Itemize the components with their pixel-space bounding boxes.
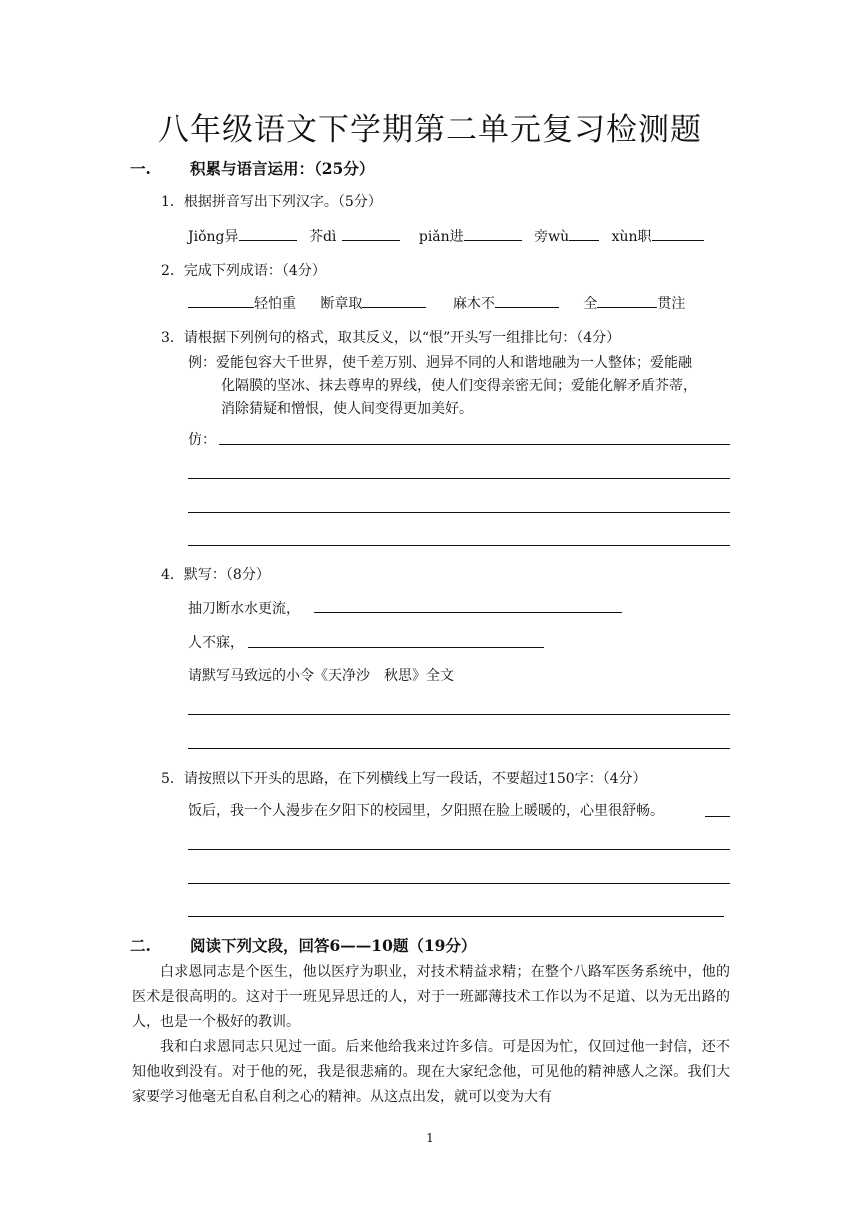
pinyin-item: xùn职 xyxy=(611,229,652,245)
answer-line[interactable] xyxy=(314,612,622,613)
pinyin-item: Jiǒng异 xyxy=(188,229,239,245)
page-number: 1 xyxy=(426,1131,434,1145)
idiom-item: 麻木不 xyxy=(452,296,495,312)
page-title: 八年级语文下学期第二单元复习检测题 xyxy=(158,112,702,148)
answer-line[interactable] xyxy=(188,883,730,884)
answer-blank[interactable] xyxy=(652,226,704,241)
question-4-label: 4．默写：（8分） xyxy=(161,567,270,583)
answer-blank[interactable] xyxy=(362,293,426,308)
idiom-item: 轻怕重 xyxy=(254,296,296,312)
recite-line-1: 抽刀断水水更流， xyxy=(188,601,300,617)
writing-start: 饭后，我一个人漫步在夕阳下的校园里，夕阳照在脸上暖暖的，心里很舒畅。 xyxy=(188,803,664,819)
question-2-items xyxy=(188,293,685,313)
answer-blank[interactable] xyxy=(464,226,522,241)
question-1-label: 1．根据拼音写出下列汉字。（5分） xyxy=(161,194,382,210)
answer-line[interactable] xyxy=(188,849,730,850)
answer-line[interactable] xyxy=(188,545,730,546)
answer-line[interactable] xyxy=(705,816,730,817)
answer-line[interactable] xyxy=(188,478,730,479)
pinyin-item: piǎn进 xyxy=(418,229,464,245)
answer-line[interactable] xyxy=(219,444,730,445)
pinyin-item: 旁wù xyxy=(534,229,570,245)
question-2-label: 2．完成下列成语：（4分） xyxy=(161,263,326,279)
example-prefix: 例： xyxy=(188,355,216,371)
reading-passage xyxy=(132,960,730,1110)
answer-blank[interactable] xyxy=(188,293,254,308)
question-3-label: 3．请根据下列例句的格式，取其反义，以“恨”开头写一组排比句：（4分） xyxy=(161,330,621,346)
recite-instruction: 请默写马致远的小令《天净沙 秋思》全文 xyxy=(188,668,454,684)
idiom-item: 断章取 xyxy=(320,296,363,312)
pinyin-item: 芥dì xyxy=(308,229,337,245)
answer-blank[interactable] xyxy=(239,226,297,241)
answer-line[interactable] xyxy=(188,512,730,513)
recite-line-2: 人不寐， xyxy=(188,635,244,651)
answer-line[interactable] xyxy=(188,916,724,917)
idiom-item: 全 xyxy=(583,296,598,312)
imitate-label: 仿： xyxy=(188,432,216,448)
answer-blank[interactable] xyxy=(495,293,559,308)
answer-blank[interactable] xyxy=(342,226,400,241)
section-2-number: 二. xyxy=(130,936,151,955)
answer-line[interactable] xyxy=(188,748,730,749)
answer-line[interactable] xyxy=(248,647,544,648)
answer-blank[interactable] xyxy=(569,226,599,241)
question-5-label: 5．请按照以下开头的思路，在下列横线上写一段话，不要超过150字：（4分） xyxy=(161,771,647,787)
example-line: 爱能包容大千世界，使千差万别、迥异不同的人和谐地融为一人整体；爱能融 xyxy=(216,355,692,371)
answer-blank[interactable] xyxy=(597,293,657,308)
section-1-heading: 积累与语言运用：（25分） xyxy=(190,159,375,178)
section-1-number: 一. xyxy=(130,159,151,178)
idiom-item: 贯注 xyxy=(657,296,686,312)
example-passage xyxy=(188,352,730,421)
example-line: 化隔膜的坚冰、抹去尊卑的界线，使人们变得亲密无间；爱能化解矛盾芥蒂， xyxy=(221,378,697,394)
passage-paragraph: 白求恩同志是个医生，他以医疗为职业，对技术精益求精；在整个八路军医务系统中，他的医术是很高明的。这对于一班见异思迁的人，对于一班鄙薄技术工作以为不足道、以为无出路的人，也是一个极好的教训。 xyxy=(132,964,730,1030)
example-line: 消除猜疑和憎恨，使人间变得更加美好。 xyxy=(221,401,473,417)
section-2-heading: 阅读下列文段，回答6——10题（19分） xyxy=(190,936,477,955)
question-1-items xyxy=(188,226,704,246)
answer-line[interactable] xyxy=(188,714,730,715)
passage-paragraph: 我和白求恩同志只见过一面。后来他给我来过许多信。可是因为忙，仅回过他一封信，还不知他收到没有。对于他的死，我是很悲痛的。现在大家纪念他，可见他的精神感人之深。我们大家要学习他毫无自私自利之心的精神。从这点出发，就可以变为大有 xyxy=(132,1039,730,1105)
